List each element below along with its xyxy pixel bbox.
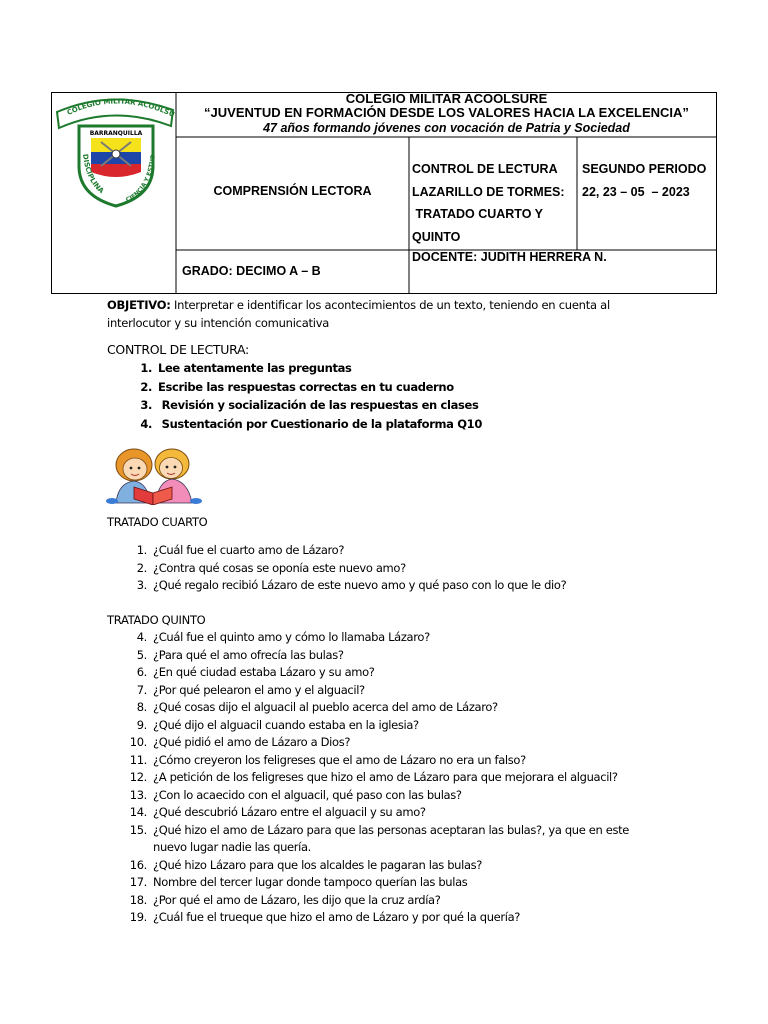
question-item [107, 787, 667, 805]
step-item [107, 415, 667, 434]
question-item [107, 542, 667, 560]
subject-title: COMPRENSIÓN LECTORA [213, 184, 372, 198]
period-cell [582, 158, 717, 204]
question-text: ¿Para qué el amo ofrecía las bulas? [153, 647, 344, 662]
questions-cuarto [107, 542, 667, 595]
question-number: 2. [136, 560, 147, 575]
question-item [107, 892, 667, 910]
question-item [107, 717, 667, 735]
grade-label: GRADO: DECIMO A – B [182, 264, 321, 278]
question-item [107, 734, 667, 752]
question-number: 1. [136, 543, 147, 557]
control-line: TRATADO CUARTO Y [412, 207, 544, 221]
question-item [107, 909, 667, 927]
question-item [107, 560, 667, 578]
question-text: ¿Cómo creyeron los feligreses que el amo de Lázaro no era un falso? [153, 752, 526, 767]
section-title-quinto: TRATADO QUINTO [107, 613, 206, 627]
step-item [107, 378, 667, 397]
question-item [107, 857, 667, 875]
logo-city: BARRANQUILLA [89, 130, 143, 137]
step-text: Escribe las respuestas correctas en tu cuaderno [158, 379, 454, 394]
question-text: ¿Por qué pelearon el amo y el alguacil? [153, 682, 365, 697]
question-number: 3. [136, 578, 147, 592]
control-section-title: CONTROL DE LECTURA: [107, 342, 249, 357]
step-text: Sustentación por Cuestionario de la plataforma Q10 [158, 416, 482, 431]
objective-text: Interpretar e identificar los acontecimientos de un texto, teniendo en cuenta al interlocutor y su intención comunicativa [107, 298, 610, 330]
question-text: ¿Qué hizo el amo de Lázaro para que las personas aceptaran las bulas?, ya que en este nuevo lugar nadie las quería. [153, 822, 629, 854]
question-item [107, 804, 667, 822]
logo-ring-text: COLEGIO MILITAR ACOOLSU [65, 97, 175, 119]
control-steps [107, 359, 667, 433]
step-number: 2. [140, 379, 152, 394]
step-text: Lee atentamente las preguntas [158, 361, 352, 375]
question-item [107, 752, 667, 770]
question-number: 11. [129, 752, 147, 767]
question-text: ¿Cuál fue el cuarto amo de Lázaro? [153, 543, 345, 557]
question-text: ¿Qué hizo Lázaro para que los alcaldes le pagaran las bulas? [153, 857, 483, 872]
question-number: 18. [129, 892, 147, 907]
question-number: 16. [129, 857, 147, 872]
question-number: 14. [129, 805, 147, 819]
objective [107, 296, 667, 332]
kids-reading-illustration [104, 447, 202, 510]
period-date: 22, 23 – 05 – 2023 [582, 185, 690, 199]
question-number: 10. [129, 735, 147, 749]
control-line: QUINTO [412, 229, 461, 244]
step-text: Revisión y socialización de las respuestas en clases [158, 398, 479, 412]
question-number: 9. [136, 717, 147, 732]
question-text: ¿Qué regalo recibió Lázaro de este nuevo amo y qué paso con lo que le dio? [153, 578, 567, 592]
question-item [107, 874, 667, 892]
question-number: 8. [136, 700, 147, 714]
question-text: ¿Contra qué cosas se oponía este nuevo amo? [153, 560, 406, 575]
step-item [107, 396, 667, 415]
question-text: ¿Cuál fue el trueque que hizo el amo de Lázaro y por qué la quería? [153, 910, 521, 924]
emblem-icon [112, 150, 120, 158]
period-label: SEGUNDO PERIODO [582, 162, 707, 176]
question-text: ¿Qué dijo el alguacil cuando estaba en la iglesia? [153, 717, 419, 732]
logo-left-word: DISCIPLINA [80, 153, 106, 196]
question-number: 7. [136, 682, 147, 697]
question-number: 12. [129, 770, 147, 784]
school-tagline: 47 años formando jóvenes con vocación de Patria y Sociedad [263, 121, 630, 135]
objective-label: OBJETIVO: [107, 298, 171, 312]
question-item [107, 664, 667, 682]
question-number: 17. [129, 875, 147, 889]
step-item [107, 359, 667, 378]
question-item [107, 822, 667, 857]
question-text: Nombre del tercer lugar donde tampoco querían las bulas [153, 875, 468, 889]
question-item [107, 629, 667, 647]
question-number: 15. [129, 822, 147, 837]
control-line: LAZARILLO DE TORMES: [412, 184, 565, 199]
question-item [107, 699, 667, 717]
question-text: ¿Con lo acaecido con el alguacil, qué paso con las bulas? [153, 787, 462, 802]
question-text: ¿Por qué el amo de Lázaro, les dijo que la cruz ardía? [153, 892, 441, 907]
school-logo [53, 96, 175, 213]
question-number: 5. [136, 647, 147, 662]
section-title-cuarto: TRATADO CUARTO [107, 515, 208, 529]
question-number: 19. [129, 910, 147, 924]
question-text: ¿En qué ciudad estaba Lázaro y su amo? [153, 665, 375, 679]
control-line: CONTROL DE LECTURA [412, 162, 558, 176]
school-motto: “JUVENTUD EN FORMACIÓN DESDE LOS VALORES HACIA LA EXCELENCIA” [204, 105, 689, 120]
question-item [107, 577, 667, 595]
logo-right-word: CIENCIA Y ESTUD [124, 153, 157, 204]
question-text: ¿A petición de los feligreses que hizo el amo de Lázaro para que mejorara el alguacil? [153, 770, 618, 784]
step-number: 3. [140, 398, 152, 412]
question-number: 6. [136, 665, 147, 679]
header-table [51, 92, 717, 294]
question-number: 13. [129, 787, 147, 802]
control-title [412, 158, 572, 248]
question-item [107, 647, 667, 665]
question-item [107, 682, 667, 700]
question-text: ¿Qué pidió el amo de Lázaro a Dios? [153, 735, 351, 749]
question-text: ¿Qué cosas dijo el alguacil al pueblo acerca del amo de Lázaro? [153, 700, 498, 714]
question-number: 4. [136, 630, 147, 644]
question-item [107, 769, 667, 787]
teacher-label: DOCENTE: JUDITH HERRERA N. [412, 250, 607, 264]
step-number: 4. [140, 416, 152, 431]
question-text: ¿Qué descubrió Lázaro entre el alguacil y su amo? [153, 805, 426, 819]
step-number: 1. [140, 361, 152, 375]
questions-quinto [107, 629, 667, 927]
question-text: ¿Cuál fue el quinto amo y cómo lo llamaba Lázaro? [153, 630, 430, 644]
school-name: COLEGIO MILITAR ACOOLSURE [345, 91, 548, 106]
